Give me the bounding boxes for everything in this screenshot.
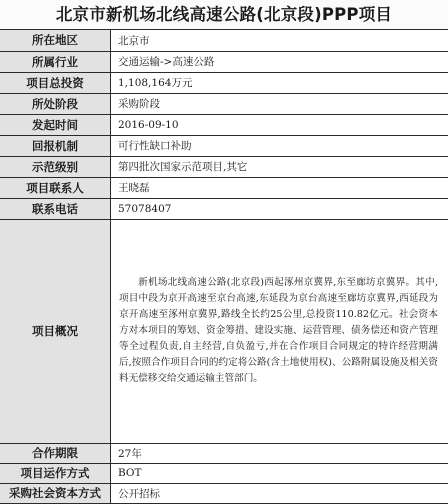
field-label-term: 合作期限 [0,443,111,463]
project-overview-text: 新机场北线高速公路(北京段)西起涿州京冀界,东至廊坊京冀界。其中,项目中段为京开高速至京台高速,东延段为京台高速至廊坊京冀界,西延段为京开高速至涿州京冀界,路线全长约25公里,总投资110.82亿元。社会资本方对本项目的筹划、资金筹措、建设实施、运营管理、债务偿还和资产管理等全过程负责,自主经营,自负盈亏,并在合作项目合同规定的特许经营期满后,按照合作项目合同的约定将公路(含土地使用权)、公路附属设施及相关资料无偿移交给交通运输主管部门。 [119,275,438,388]
table-row [0,114,448,135]
table-row [0,483,448,503]
field-value-overview-cell [111,219,448,443]
table-row [0,198,448,219]
field-label-procurement-method: 采购社会资本方式 [0,483,111,503]
field-value-launch-date: 2016-09-10 [111,114,448,135]
project-info-table [0,30,448,504]
field-label-launch-date: 发起时间 [0,114,111,135]
field-value-stage: 采购阶段 [111,93,448,114]
field-value-total-investment: 1,108,164万元 [111,72,448,93]
table-row [0,51,448,72]
field-value-operation-mode: BOT [111,463,448,483]
field-label-total-investment: 项目总投资 [0,72,111,93]
field-label-stage: 所处阶段 [0,93,111,114]
table-row [0,135,448,156]
table-row [0,463,448,483]
table-row [0,72,448,93]
field-label-industry: 所属行业 [0,51,111,72]
table-row [0,177,448,198]
table-row [0,443,448,463]
field-value-phone: 57078407 [111,198,448,219]
field-value-procurement-method: 公开招标 [111,483,448,503]
field-value-region: 北京市 [111,30,448,51]
field-value-demo-level: 第四批次国家示范项目,其它 [111,156,448,177]
field-label-return-mechanism: 回报机制 [0,135,111,156]
field-value-industry: 交通运输->高速公路 [111,51,448,72]
field-label-overview: 项目概况 [0,219,111,443]
table-row [0,93,448,114]
field-label-region: 所在地区 [0,30,111,51]
page-title: 北京市新机场北线高速公路(北京段)PPP项目 [0,0,448,30]
table-row [0,30,448,51]
field-value-contact-person: 王晓磊 [111,177,448,198]
field-value-return-mechanism: 可行性缺口补助 [111,135,448,156]
field-label-operation-mode: 项目运作方式 [0,463,111,483]
table-row [0,219,448,443]
field-label-phone: 联系电话 [0,198,111,219]
table-row [0,156,448,177]
field-label-demo-level: 示范级别 [0,156,111,177]
field-value-term: 27年 [111,443,448,463]
field-label-contact-person: 项目联系人 [0,177,111,198]
